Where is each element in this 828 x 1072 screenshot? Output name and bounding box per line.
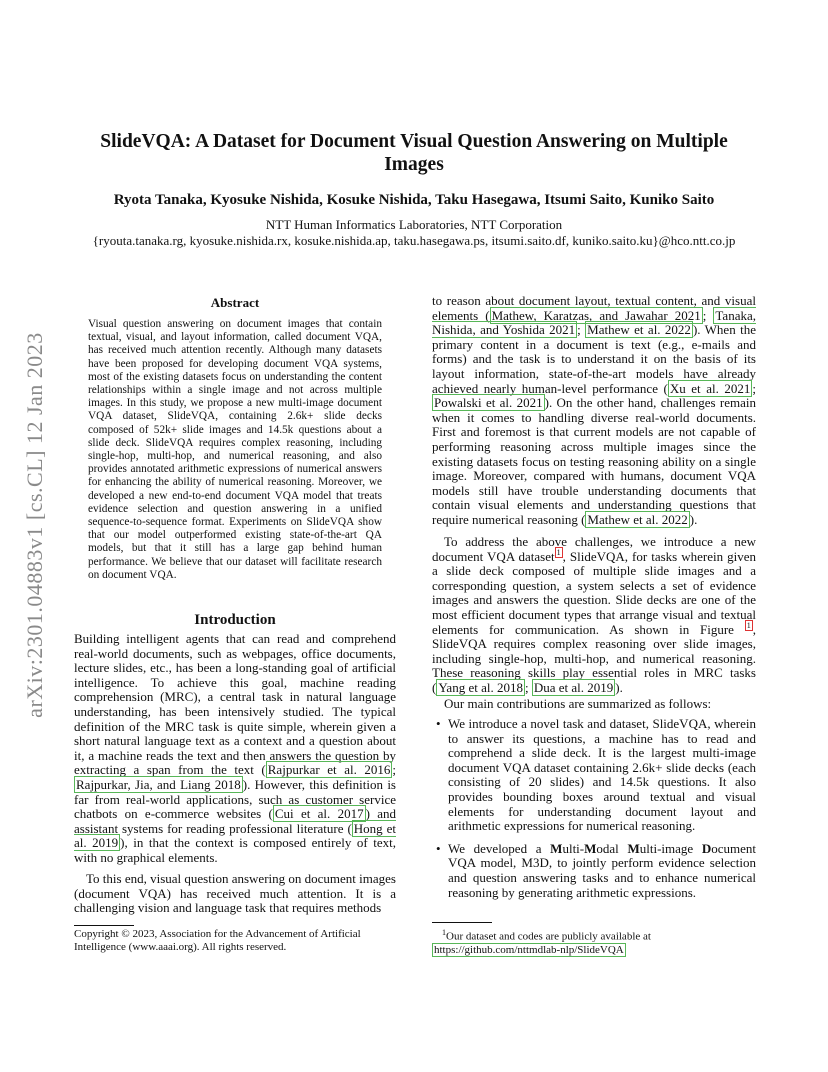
bold-letter: M: [550, 840, 563, 856]
intro-paragraph-4: [432, 535, 756, 696]
bold-letter: D: [701, 840, 712, 856]
bold-letter: M: [584, 840, 597, 856]
list-item: [432, 717, 756, 834]
text-run: ), in that the context is composed entirely of text, with no graphical elements.: [74, 835, 396, 865]
footnote: [432, 926, 756, 957]
text-run: ).: [689, 511, 698, 527]
text-run: ;: [392, 762, 396, 778]
intro-paragraph-2: To this end, visual question answering on document images (document VQA) has received much attention. It is a challenging vision and language task that requires methods: [74, 871, 396, 916]
footnote-mark: 1: [442, 928, 446, 937]
text-run: Building intelligent agents that can read and comprehend real-world documents, such as webpages, office documents, lecture slides, etc., has been a long-standing goal of artificial intelligence. To achieve this goal, machine reading comprehension (MRC), a central task in natural language understanding, has been intensively studied. The typical definition of the MRC task is quite simple, wherein given a short natural language text as a context and a question about it, a machine reads the text and then answers the question by extracting a span from the text (: [74, 631, 396, 778]
bold-letter: M: [627, 840, 640, 856]
text-run: ) and assistant systems for reading professional literature (: [74, 806, 396, 836]
text-run: ;: [524, 679, 532, 695]
bullet-icon: •: [436, 840, 441, 856]
text-run: ulti-image: [639, 840, 702, 856]
citation-link[interactable]: Rajpurkar, Jia, and Liang 2018: [76, 776, 241, 792]
footnote-divider: [432, 922, 492, 923]
intro-paragraph-1: [74, 632, 396, 866]
footnote-text: Our dataset and codes are publicly available at: [446, 930, 651, 943]
copyright-divider: [74, 925, 134, 926]
citation-link[interactable]: Mathew et al. 2022: [587, 511, 688, 527]
bullet-text: We introduce a novel task and dataset, SlideVQA, wherein to answer its questions, a machine has to read and comprehend a slide deck. It is the largest multi-image document VQA dataset containing 2.6k+ slide decks (each consisting of 20 slides) and 14.5k questions. It also provides bounding boxes around textual and visual elements for understanding document layout and arithmetic expressions for numerical reasoning.: [448, 716, 756, 834]
citation-link[interactable]: Powalski et al. 2021: [434, 395, 543, 411]
text-run: odal: [596, 840, 628, 856]
citation-link[interactable]: Rajpurkar et al. 2016: [267, 762, 391, 778]
citation-link[interactable]: Cui et al. 2017: [274, 806, 364, 822]
intro-paragraph-3: [432, 294, 756, 528]
text-run: ). On the other hand, challenges remain when it comes to handling diverse real-world documents. First and foremost is that current models are not capable of performing reasoning across multiple images since the existing datasets focus on testing reasoning ability on a single image. Moreover, compared with humans, document VQA models still have trouble understanding documents that contain visual elements and understanding questions that require numerical reasoning (: [432, 395, 756, 527]
text-run: We developed a: [448, 840, 551, 856]
bullet-icon: •: [436, 716, 441, 731]
footnote-marker-link[interactable]: 1: [556, 548, 561, 558]
text-run: ). When the primary content in a document is text (e.g., e-mails and forms) and the task is to understand it on the basis of its layout information, state-of-the-art models have already achieved nearly human-level performance (: [432, 322, 756, 396]
text-run: ). However, this definition is far from real-world applications, such as customer service chatbots on e-commerce websites (: [74, 776, 396, 822]
introduction-heading: Introduction: [194, 612, 276, 628]
citation-link[interactable]: Hong et al. 2019: [74, 820, 396, 851]
arxiv-identifier: [20, 290, 50, 760]
text-run: To address the above challenges, we introduce a new document VQA dataset: [432, 534, 756, 564]
arxiv-id-text: arXiv:2301.04883v1 [cs.CL] 12 Jan 2023: [22, 332, 47, 718]
contributions-intro: Our main contributions are summarized as follows:: [444, 696, 712, 711]
copyright-notice: Copyright © 2023, Association for the Advancement of Artificial Intelligence (www.aaai.org). All rights reserved.: [74, 928, 361, 953]
paper-title: SlideVQA: A Dataset for Document Visual Question Answering on Multiple Images: [100, 131, 728, 175]
author-emails: {ryouta.tanaka.rg, kyosuke.nishida.rx, kosuke.nishida.ap, taku.hasegawa.ps, itsumi.saito.df, kuniko.saito.ku}@hco.ntt.co.jp: [92, 233, 736, 248]
citation-link[interactable]: Mathew et al. 2022: [587, 322, 691, 338]
abstract-text: Visual question answering on document images that contain textual, visual, and layout information, called document VQA, has received much attention recently. Although many datasets have been proposed for developing document VQA systems, most of the existing datasets focus on understanding the content relationships within a single image and not across multiple images. In this study, we propose a new multi-image document VQA dataset, SlideVQA, containing 2.6k+ slide decks composed of 52k+ slide images and 14.5k questions about a slide deck. SlideVQA requires complex reasoning, including single-hop, multi-hop, and numerical reasoning, and also provides annotated arithmetic expressions of numerical answers for enhancing the ability of numerical reasoning. Moreover, we developed a new end-to-end document VQA model that treats evidence selection and question answering in a unified sequence-to-sequence format. Experiments on SlideVQA show that our model outperformed existing state-of-the-art QA models, but that it still has a large gap behind human performance. We believe that our dataset will facilitate research on document VQA.: [88, 318, 382, 581]
text-run: ocument VQA model, M3D, to jointly perform evidence selection and question answering tasks and to enhance numerical reasoning by generating arithmetic expressions.: [448, 840, 756, 900]
abstract-heading: Abstract: [210, 295, 260, 310]
citation-link[interactable]: Mathew, Karatzas, and Jawahar 2021: [491, 307, 701, 323]
text-run: , SlideVQA, for tasks wherein given a slide deck composed of multiple slide images and a corresponding question, a system selects a set of evidence images and answers the question. Slide decks are one of the most efficient document types that arrange visual and textual elements for communication. As shown in Figure: [432, 548, 756, 637]
author-list: Ryota Tanaka, Kyosuke Nishida, Kosuke Nishida, Taku Hasegawa, Itsumi Saito, Kuniko Saito: [113, 192, 715, 208]
text-run: , SlideVQA requires complex reasoning over slide images, including single-hop, multi-hop, and numerical reasoning. These reasoning skills play essential roles in MRC tasks (: [432, 621, 756, 695]
contributions-list: [432, 717, 756, 908]
repository-link[interactable]: https://github.com/nttmdlab-nlp/SlideVQA: [434, 943, 624, 956]
citation-link[interactable]: Tanaka, Nishida, and Yoshida 2021: [432, 307, 756, 338]
text-run: ;: [752, 380, 757, 396]
text-run: to reason about document layout, textual content, and visual elements (: [432, 293, 756, 323]
text-run: ).: [615, 679, 623, 695]
text-run: ;: [577, 322, 586, 338]
citation-link[interactable]: Dua et al. 2019: [533, 679, 614, 695]
text-run: ulti-: [562, 840, 585, 856]
citation-link[interactable]: Yang et al. 2018: [438, 679, 523, 695]
affiliation: NTT Human Informatics Laboratories, NTT Corporation: [265, 217, 563, 232]
citation-link[interactable]: Xu et al. 2021: [669, 380, 751, 396]
list-item: [432, 842, 756, 900]
text-run: ;: [702, 307, 714, 323]
figure-reference-link[interactable]: 1: [746, 621, 751, 631]
